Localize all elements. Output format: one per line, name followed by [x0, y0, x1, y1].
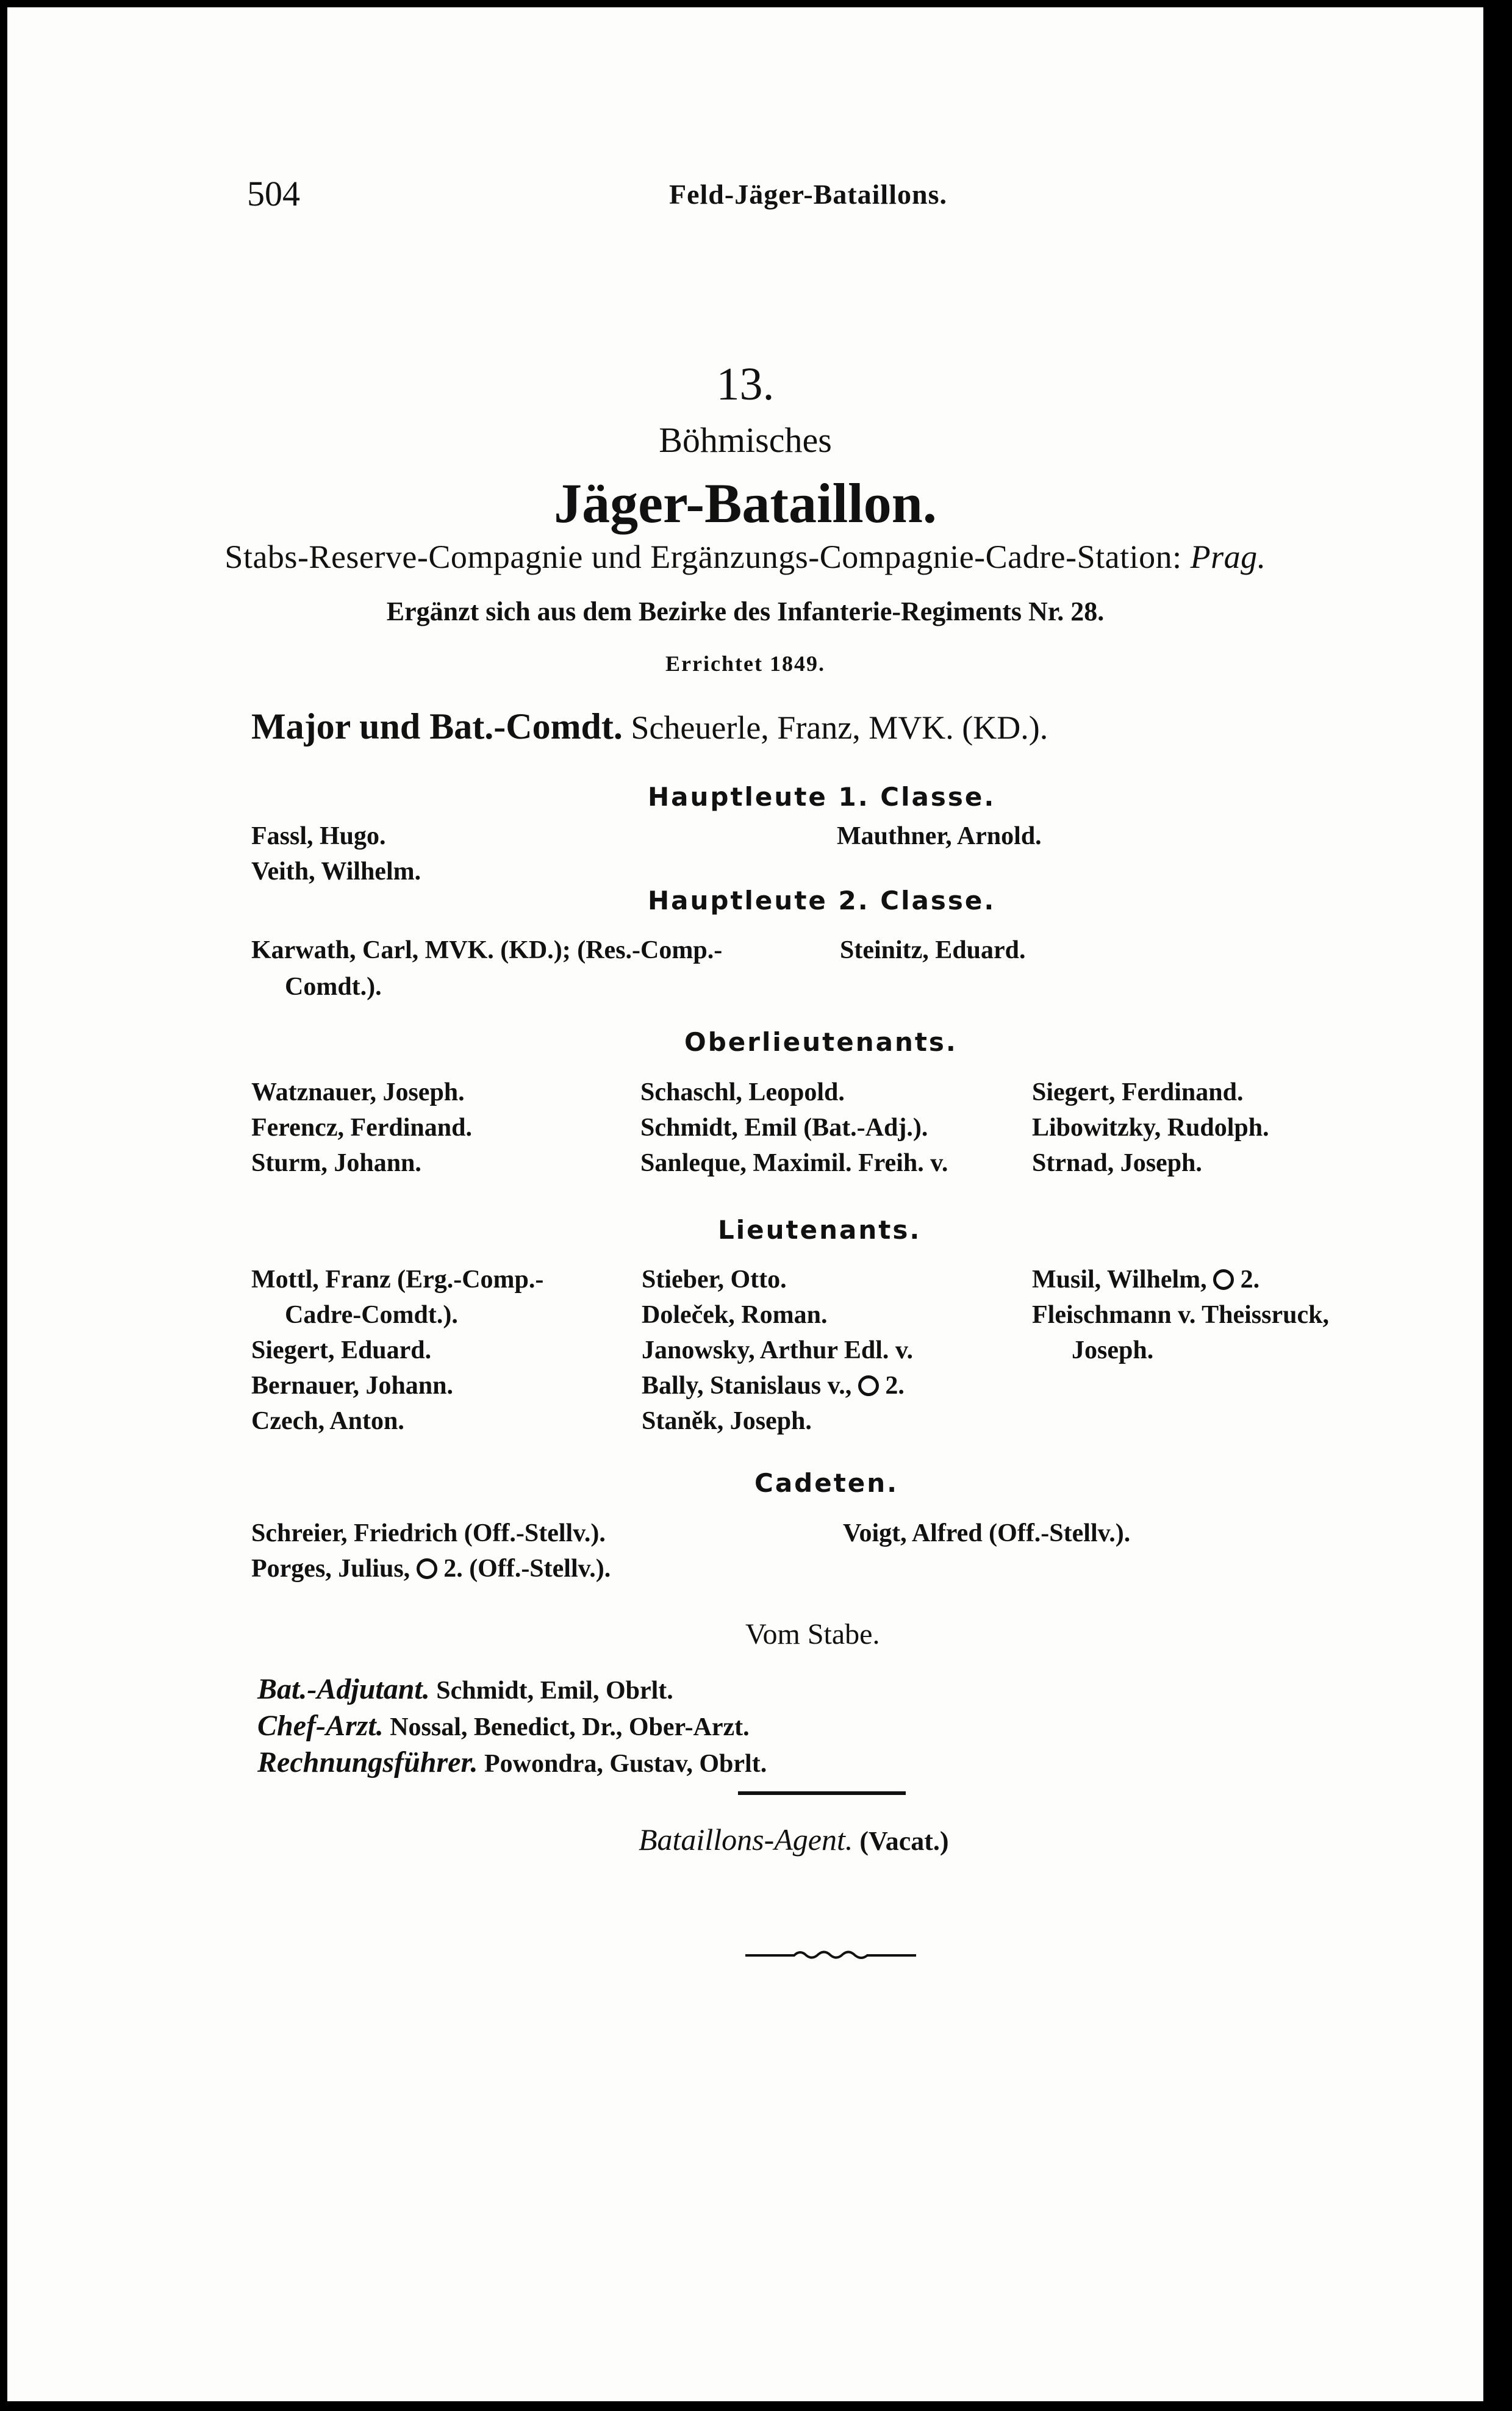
porges-suffix: 2. (Off.-Stellv.). [443, 1555, 611, 1583]
list-item: Siegert, Eduard. [251, 1336, 432, 1364]
list-item: Janowsky, Arthur Edl. v. [642, 1336, 914, 1364]
list-item [1032, 1265, 1259, 1294]
list-item: Fassl, Hugo. [251, 822, 386, 850]
hauptleute-1-heading: Hauptleute 1. Classe. [648, 782, 996, 812]
list-item: Schaschl, Leopold. [640, 1078, 845, 1106]
oberlieutenants-heading: Oberlieutenants. [684, 1027, 958, 1057]
list-item: Czech, Anton. [251, 1407, 404, 1435]
running-title: Feld-Jäger-Bataillons. [669, 179, 947, 210]
list-item: Voigt, Alfred (Off.-Stellv.). [843, 1519, 1131, 1547]
list-item: Watznauer, Joseph. [251, 1078, 465, 1106]
list-item: Karwath, Carl, MVK. (KD.); (Res.-Comp.- [251, 936, 723, 964]
list-item: Schmidt, Emil (Bat.-Adj.). [640, 1114, 928, 1142]
decoration-circle-icon [858, 1375, 879, 1396]
list-item: Doleček, Roman. [642, 1301, 828, 1329]
station-text: Stabs-Reserve-Compagnie und Ergänzungs-Compagnie-Cadre-Station: [224, 539, 1182, 575]
decoration-circle-icon [1213, 1269, 1234, 1290]
stab-name: Powondra, Gustav, Obrlt. [484, 1750, 767, 1778]
lieutenants-heading: Lieutenants. [718, 1215, 922, 1245]
founded-line: Errichtet 1849. [665, 651, 825, 676]
hauptleute-2-heading: Hauptleute 2. Classe. [648, 886, 996, 915]
list-item: Mauthner, Arnold. [837, 822, 1042, 850]
commander-name: Scheuerle, Franz, MVK. (KD.). [631, 709, 1048, 746]
page-number: 504 [247, 174, 300, 213]
battalion-title: Jäger-Bataillon. [554, 472, 937, 534]
list-item [251, 1554, 611, 1583]
stab-name: Schmidt, Emil, Obrlt. [436, 1677, 673, 1705]
cadeten-heading: Cadeten. [754, 1468, 899, 1498]
battalion-number: 13. [716, 359, 775, 410]
list-item: Fleischmann v. Theissruck, [1032, 1301, 1329, 1329]
musil-name: Musil, Wilhelm, [1032, 1266, 1207, 1294]
list-item: Comdt.). [285, 973, 382, 1001]
list-item: Strnad, Joseph. [1032, 1149, 1202, 1177]
list-item: Stieber, Otto. [642, 1266, 787, 1294]
list-item: Cadre-Comdt.). [285, 1301, 458, 1329]
agent-role: Bataillons-Agent. [639, 1822, 853, 1857]
list-item: Staněk, Joseph. [642, 1407, 812, 1435]
commander-rank: Major und Bat.-Comdt. [251, 706, 623, 747]
stab-role: Bat.-Adjutant. [257, 1673, 430, 1705]
stab-role: Chef-Arzt. [257, 1710, 384, 1742]
list-item: Sanleque, Maximil. Freih. v. [640, 1149, 948, 1177]
stab-heading: Vom Stabe. [745, 1618, 880, 1650]
list-item: Libowitzky, Rudolph. [1032, 1114, 1269, 1142]
decoration-circle-icon [417, 1558, 437, 1579]
list-item [257, 1672, 673, 1706]
list-item: Sturm, Johann. [251, 1149, 421, 1177]
list-item: Veith, Wilhelm. [251, 858, 421, 886]
list-item [257, 1746, 767, 1779]
battalion-subtitle: Böhmisches [659, 420, 832, 460]
station-place: Prag. [1190, 539, 1266, 575]
section-divider [738, 1791, 906, 1795]
document-page [7, 7, 1483, 2401]
list-item: Joseph. [1072, 1336, 1154, 1364]
porges-name: Porges, Julius, [251, 1555, 410, 1583]
list-item: Ferencz, Ferdinand. [251, 1114, 473, 1142]
station-line [7, 538, 1483, 576]
bally-name: Bally, Stanislaus v., [642, 1372, 852, 1400]
agent-value: (Vacat.) [859, 1826, 949, 1856]
bally-suffix: 2. [885, 1372, 905, 1400]
end-flourish-icon [745, 1947, 916, 1961]
agent-line [639, 1822, 949, 1857]
stab-role: Rechnungsführer. [257, 1746, 478, 1779]
list-item: Steinitz, Eduard. [840, 936, 1026, 964]
supplement-line: Ergänzt sich aus dem Bezirke des Infanterie-Regiments Nr. 28. [386, 596, 1105, 626]
list-item: Siegert, Ferdinand. [1032, 1078, 1244, 1106]
stab-name: Nossal, Benedict, Dr., Ober-Arzt. [390, 1713, 750, 1741]
list-item [257, 1709, 750, 1743]
musil-suffix: 2. [1240, 1266, 1260, 1294]
list-item: Mottl, Franz (Erg.-Comp.- [251, 1266, 544, 1294]
commander-line [251, 706, 1048, 748]
list-item [642, 1371, 905, 1400]
list-item: Bernauer, Johann. [251, 1372, 454, 1400]
list-item: Schreier, Friedrich (Off.-Stellv.). [251, 1519, 606, 1547]
